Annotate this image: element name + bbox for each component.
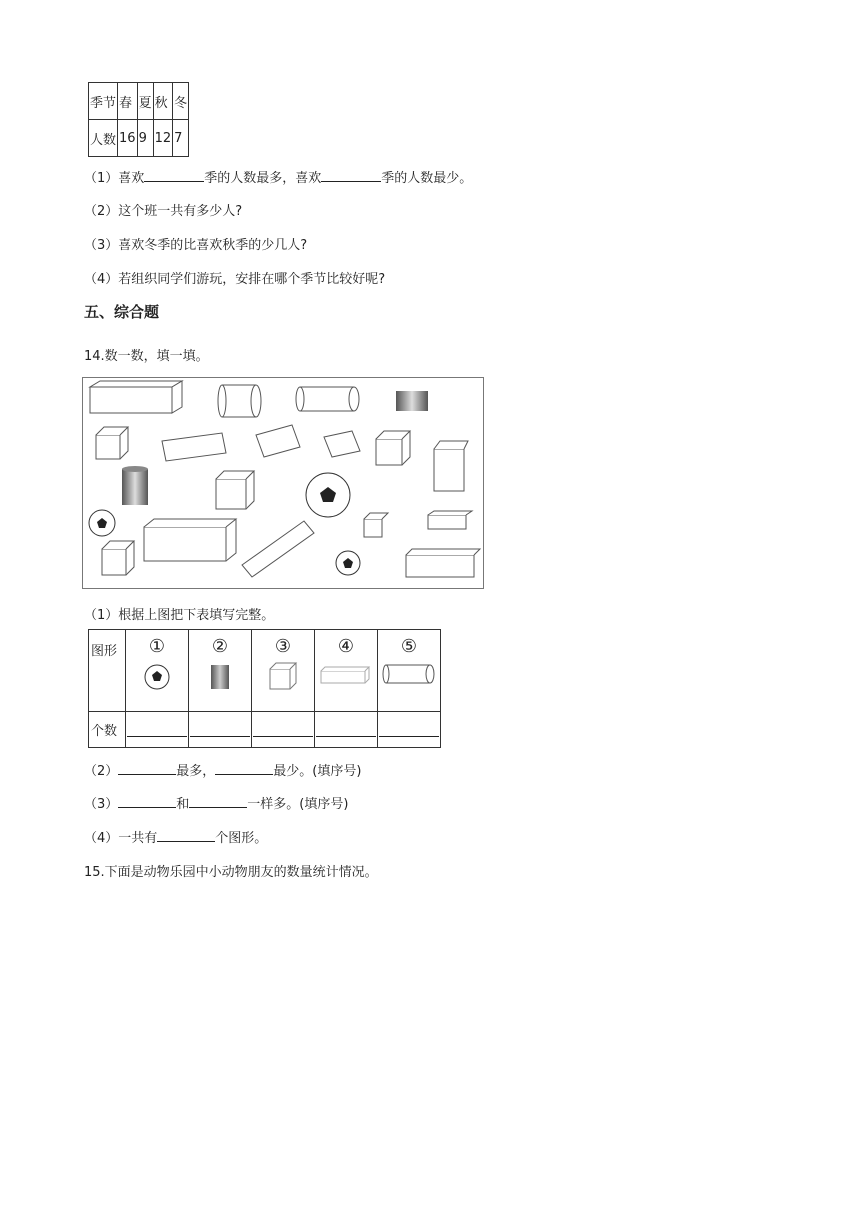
shape-col-cuboid bbox=[315, 630, 378, 712]
index-label: ③ bbox=[274, 636, 292, 657]
count-cell[interactable] bbox=[252, 712, 315, 748]
shapes-picture bbox=[82, 377, 484, 589]
answer-blank[interactable] bbox=[157, 829, 215, 842]
text: （2） bbox=[84, 764, 119, 779]
text: （3） bbox=[84, 797, 119, 812]
text: 和 bbox=[176, 797, 190, 812]
count-cell[interactable] bbox=[189, 712, 252, 748]
season-header-row bbox=[89, 83, 189, 120]
shape-col-cylinder-outline bbox=[378, 630, 441, 712]
table-cell: 春 bbox=[118, 83, 138, 120]
table-cell: 16 bbox=[118, 120, 138, 157]
cylinder-icon bbox=[189, 657, 251, 693]
shapes-row bbox=[89, 630, 441, 712]
table-label: 图形 bbox=[89, 630, 126, 712]
q13-sub1 bbox=[84, 167, 472, 186]
q14-sub4 bbox=[84, 827, 267, 846]
answer-blank[interactable] bbox=[189, 795, 247, 808]
table-label: 个数 bbox=[89, 712, 126, 748]
q15-title: 15.下面是动物乐园中小动物朋友的数量统计情况。 bbox=[84, 865, 378, 880]
q13-sub3: （3）喜欢冬季的比喜欢秋季的少几人? bbox=[84, 238, 308, 253]
table-cell: 冬 bbox=[173, 83, 189, 120]
q14-sub2 bbox=[84, 760, 361, 779]
q13-sub2: （2）这个班一共有多少人? bbox=[84, 204, 243, 219]
season-table bbox=[88, 82, 189, 157]
cube-icon bbox=[252, 657, 314, 693]
count-cell[interactable] bbox=[378, 712, 441, 748]
answer-blank[interactable] bbox=[118, 795, 176, 808]
text: 个图形。 bbox=[215, 831, 268, 846]
section-title: 五、综合题 bbox=[84, 303, 160, 321]
text: 一样多。(填序号) bbox=[247, 797, 349, 812]
count-cell[interactable] bbox=[315, 712, 378, 748]
shape-col-cube bbox=[252, 630, 315, 712]
table-cell: 季节 bbox=[89, 83, 118, 120]
text: 季的人数最多，喜欢 bbox=[204, 171, 322, 186]
answer-blank[interactable] bbox=[215, 762, 273, 775]
count-cell[interactable] bbox=[126, 712, 189, 748]
index-label: ⑤ bbox=[400, 636, 418, 657]
index-label: ④ bbox=[337, 636, 355, 657]
text: 季的人数最少。 bbox=[381, 171, 473, 186]
cuboid-icon bbox=[315, 657, 377, 693]
q14-title: 14.数一数，填一填。 bbox=[84, 349, 209, 364]
table-cell: 9 bbox=[137, 120, 153, 157]
index-label: ② bbox=[211, 636, 229, 657]
shape-col-ball bbox=[126, 630, 189, 712]
table-cell: 人数 bbox=[89, 120, 118, 157]
text: （4）一共有 bbox=[84, 831, 158, 846]
table-cell: 秋 bbox=[153, 83, 173, 120]
count-row bbox=[89, 712, 441, 748]
q14-sub1: （1）根据上图把下表填写完整。 bbox=[84, 608, 275, 623]
answer-blank[interactable] bbox=[118, 762, 176, 775]
table-cell: 夏 bbox=[137, 83, 153, 120]
shape-col-cylinder-dark bbox=[189, 630, 252, 712]
answer-blank[interactable] bbox=[144, 169, 204, 182]
text: 最多， bbox=[176, 764, 216, 779]
season-count-row bbox=[89, 120, 189, 157]
index-label: ① bbox=[148, 636, 166, 657]
ball-icon bbox=[126, 657, 188, 693]
table-cell: 12 bbox=[153, 120, 173, 157]
answer-blank[interactable] bbox=[321, 169, 381, 182]
shapes-count-table bbox=[88, 629, 441, 748]
table-cell: 7 bbox=[173, 120, 189, 157]
text: 最少。(填序号) bbox=[273, 764, 362, 779]
q13-sub4: （4）若组织同学们游玩，安排在哪个季节比较好呢? bbox=[84, 272, 386, 287]
q14-sub3 bbox=[84, 793, 348, 812]
cylinder-outline-icon bbox=[378, 657, 440, 693]
text: （1）喜欢 bbox=[84, 171, 145, 186]
